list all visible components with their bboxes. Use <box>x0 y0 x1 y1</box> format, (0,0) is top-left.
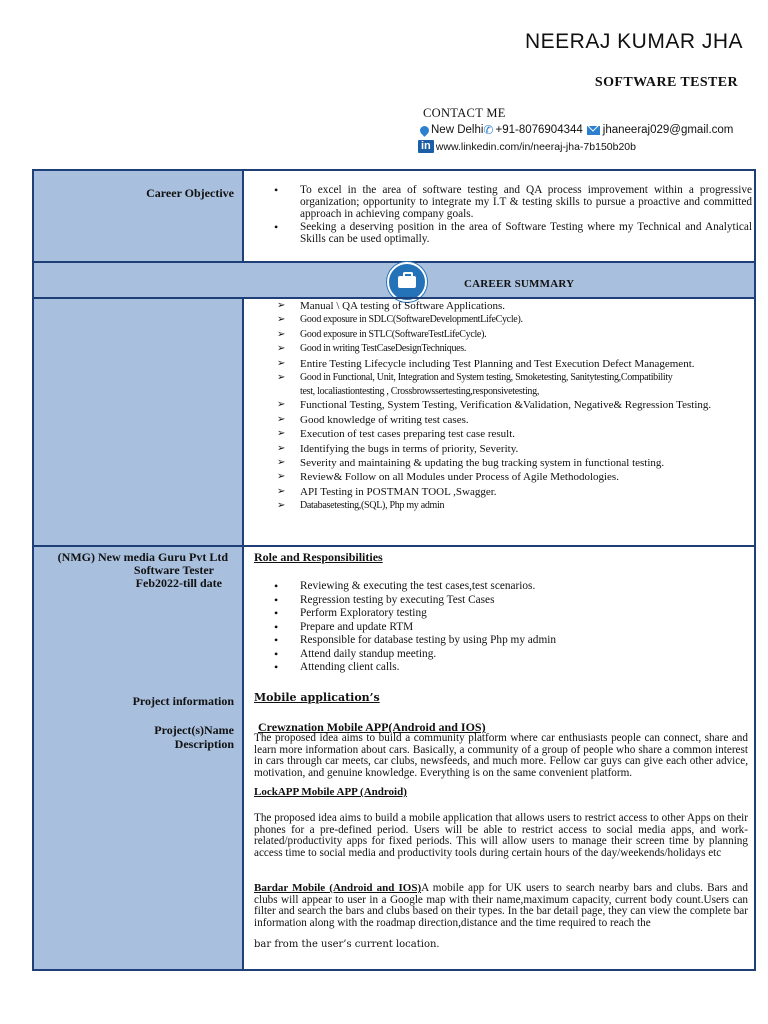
project-3-description-end: bar from the user’s current location. <box>254 939 440 950</box>
company-name: (NMG) New media Guru Pvt Ltd <box>57 550 228 564</box>
experience-label-cell <box>34 547 244 969</box>
project-2-title: LockAPP Mobile APP (Android) <box>254 786 407 798</box>
candidate-name: NEERAJ KUMAR JHA <box>524 30 743 53</box>
summary-item: ➢ Execution of test cases preparing test case result. <box>244 427 711 441</box>
role-item: • Regression testing by executing Test Cases <box>244 594 556 608</box>
role-item: • Reviewing & executing the test cases,test scenarios. <box>244 580 556 594</box>
summary-item: ➢ Entire Testing Lifecycle including Test Planning and Test Execution Defect Management. <box>244 357 711 371</box>
contact-line <box>418 123 733 137</box>
resume-table <box>32 169 756 971</box>
phone-icon: ✆ <box>483 123 494 137</box>
objective-label-cell <box>34 171 244 263</box>
employment-period: Feb2022-till date <box>135 576 222 590</box>
experience-content <box>244 547 754 969</box>
career-summary-band <box>34 263 754 298</box>
summary-item: ➢ Functional Testing, System Testing, Verification &Validation, Negative& Regression Testing. <box>244 398 711 412</box>
objective-row <box>34 171 754 263</box>
project-2-description: The proposed idea aims to build a mobile application that allows users to restrict access to other Apps on their phones for a pre-defined period. Users will be able to restrict access to social media apps, and work-related/productivity apps for fixed periods. This will allow users to manage their screen time by planning access time to social media and productivity tools during certain hours of the day/weekends/holidays etc <box>254 812 748 859</box>
email-link[interactable]: jhaneeraj029@gmail.com <box>602 124 734 136</box>
summary-item: ➢ Severity and maintaining & updating the bug tracking system in functional testing. <box>244 456 711 470</box>
summary-item: ➢ API Testing in POSTMAN TOOL ,Swagger. <box>244 485 711 499</box>
career-summary-title: CAREER SUMMARY <box>464 278 575 290</box>
summary-item: ➢ Good exposure in SDLC(SoftwareDevelopmentLifeCycle). <box>244 313 711 327</box>
roles-heading: Role and Responsibilities <box>254 550 383 564</box>
summary-item: ➢ Good exposure in STLC(SoftwareTestLifeCycle). <box>244 328 711 342</box>
role-item: • Attending client calls. <box>244 661 556 675</box>
role-item: • Perform Exploratory testing <box>244 607 556 621</box>
summary-item: ➢ Identifying the bugs in terms of priority, Severity. <box>244 442 711 456</box>
project-3-title: Bardar Mobile (Android and IOS) <box>254 882 422 894</box>
contact-title: CONTACT ME <box>423 106 506 120</box>
position-title: Software Tester <box>133 563 214 577</box>
phone-text: +91-8076904344 <box>495 124 583 136</box>
summary-item: ➢ Good in writing TestCaseDesignTechniques. <box>244 342 711 356</box>
objective-item: • To excel in the area of software testing and QA process improvement within a progressive organization; opportunity to integrate my I.T & testing skills to pursue a proactive and committed approach in achieving company goals. <box>244 184 752 221</box>
summary-item: ➢ Manual \ QA testing of Software Applications. <box>244 299 711 313</box>
project-description-label: Description <box>174 737 234 751</box>
objective-content <box>244 171 754 263</box>
location-text: New Delhi <box>431 124 484 136</box>
project-3-description: Bardar Mobile (Android and IOS)A mobile app for UK users to search nearby bars and clubs. Bars and clubs will appear to user in a Google map with their name,maximum capacity, current body count.Users can filter and search the bars and clubs based on their types. In the bar detail page, they can view the complete bar information along with the roadmap direction,distance and the time required to reach the <box>254 882 748 929</box>
linkedin-line <box>418 140 636 153</box>
role-item: • Attend daily standup meeting. <box>244 648 556 662</box>
summary-content <box>244 299 754 545</box>
job-role: SOFTWARE TESTER <box>594 75 738 90</box>
project-info-label: Project information <box>132 694 234 708</box>
project-name-label: Project(s)Name <box>154 723 234 737</box>
linkedin-link[interactable]: www.linkedin.com/in/neeraj-jha-7b150b20b <box>435 140 636 153</box>
projects-heading: Mobile application’s <box>254 691 380 704</box>
summary-item: ➢ Databasetesting,(SQL), Php my admin <box>244 499 711 513</box>
summary-item: ➢ Good in Functional, Unit, Integration and System testing, Smoketesting, Sanitytesting,Compatibility test, localiastiontesting , Crossbrowssertesting,responsivetesting, <box>244 371 711 398</box>
summary-row <box>34 299 754 545</box>
role-item: • Prepare and update RTM <box>244 621 556 635</box>
role-item: • Responsible for database testing by using Php my admin <box>244 634 556 648</box>
project-1-description: The proposed idea aims to build a community platform where car enthusiasts people can connect, share and learn more information about cars. Basically, a community of a group of people who share a common interest in cars through car meets, car clubs, newsfeeds, and much more. Fellow car guys can give each other advice, motivation, and genuine knowledge. Everything is on the same convenient platform. <box>254 732 748 779</box>
email-icon <box>587 126 600 135</box>
summary-item: ➢ Review& Follow on all Modules under Process of Agile Methodologies. <box>244 470 711 484</box>
project-1-title: Crewznation Mobile APP(Android and IOS) <box>258 720 486 734</box>
objective-label: Career Objective <box>146 186 234 200</box>
briefcase-icon <box>387 262 427 302</box>
location-pin-icon <box>418 124 431 137</box>
objective-item: • Seeking a deserving position in the area of Software Testing where my Technical and Analytical Skills can be used optimally. <box>244 221 752 245</box>
summary-item: ➢ Good knowledge of writing test cases. <box>244 413 711 427</box>
experience-row <box>34 547 754 969</box>
linkedin-icon: in <box>418 140 434 153</box>
summary-left-cell <box>34 299 244 545</box>
